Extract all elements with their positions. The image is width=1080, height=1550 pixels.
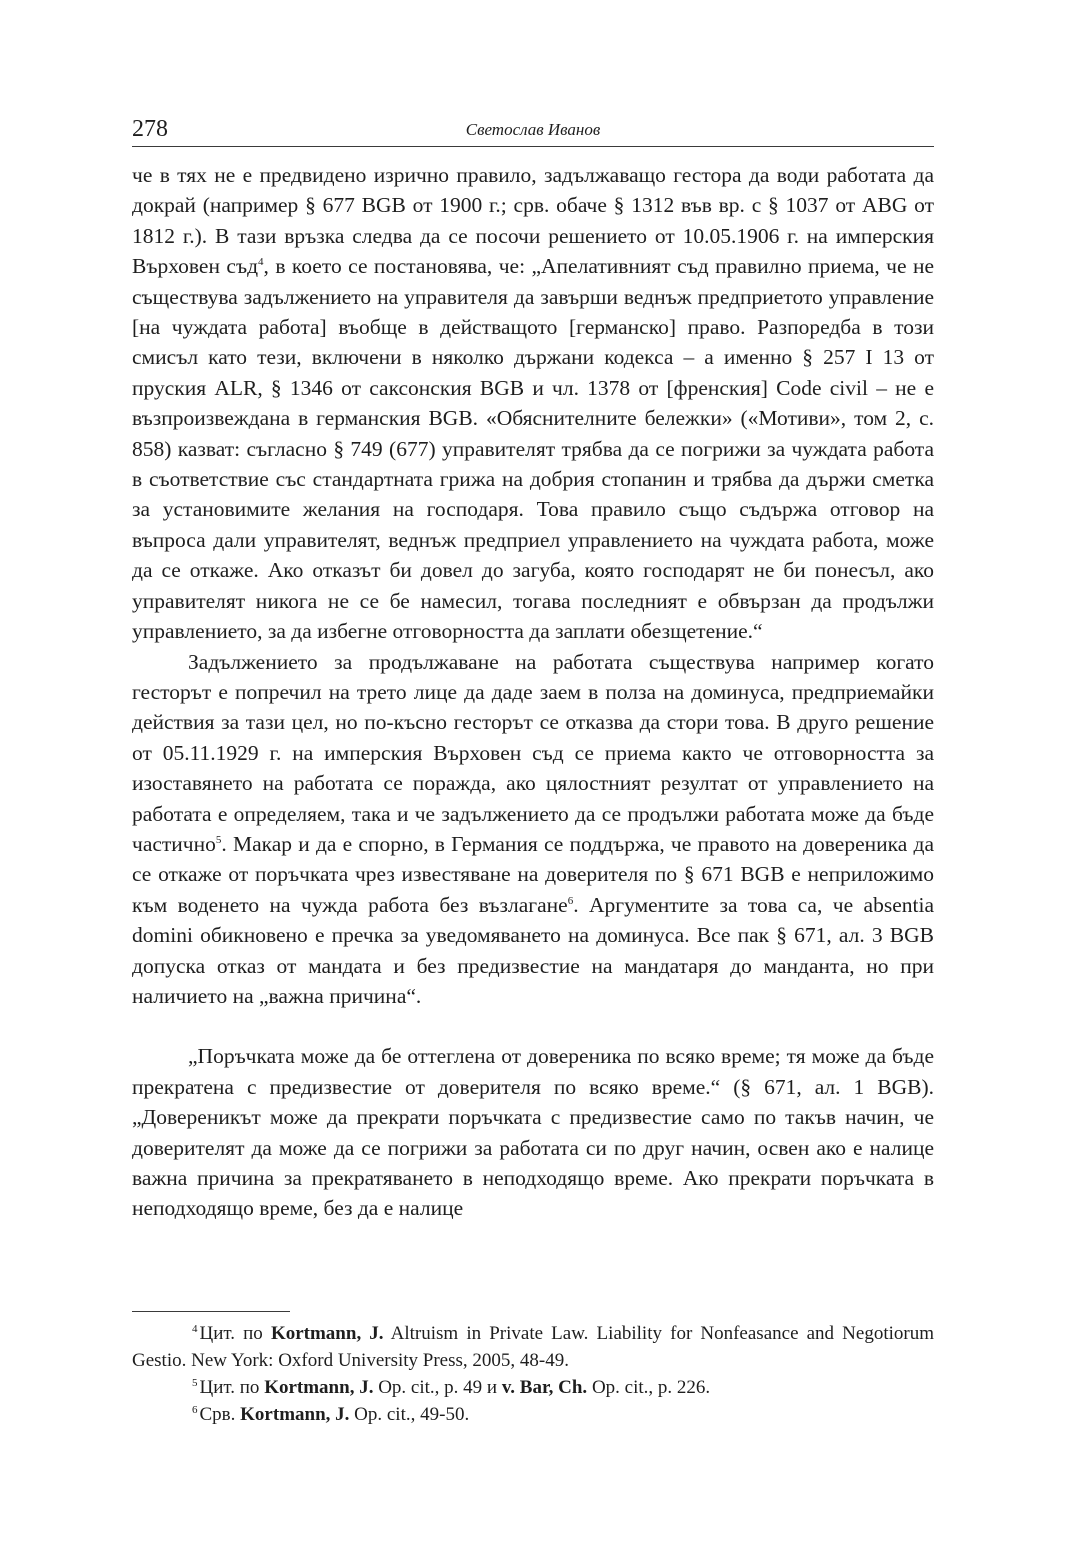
running-head-author: Светослав Иванов xyxy=(465,120,601,139)
footnote-4-lead: Цит. по xyxy=(199,1323,271,1344)
footnote-5-number: 5 xyxy=(192,1376,198,1389)
footnotes xyxy=(132,1320,934,1428)
footnote-ref-6[interactable]: 6 xyxy=(567,894,574,907)
footnote-5-author-2: v. Bar, Ch. xyxy=(501,1377,588,1398)
footnote-4-author: Kortmann, J. xyxy=(270,1323,384,1344)
paragraph-3-quote: „Поръчката може да бе оттеглена от довереника по всяко време; тя може да бъде прекратена с предизвестие от доверителя по всяко време.“ (§ 671, ал. 1 BGB). „Довереникът може да прекрати поръчката с предизвестие само по такъв начин, че доверителят да може да се погрижи за работата си по друг начин, освен ако е налице важна причина за прекратяването в неподходящо време. Ако прекрати поръчката в неподходящо време, без да е налице xyxy=(132,1044,934,1221)
footnote-5-mid: Op. cit., p. 49 и xyxy=(373,1377,502,1398)
footnote-ref-4[interactable]: 4 xyxy=(258,256,264,269)
paragraph-2 xyxy=(132,647,934,1012)
main-text xyxy=(132,160,934,1224)
footnote-6-number: 6 xyxy=(192,1403,198,1416)
footnote-5-citation: Op. cit., p. 226. xyxy=(587,1377,711,1398)
footnote-5-lead: Цит. по xyxy=(199,1377,265,1398)
footnote-5 xyxy=(132,1374,934,1401)
footnote-5-author: Kortmann, J. xyxy=(264,1377,374,1398)
page-header xyxy=(132,114,934,147)
footnote-6-citation: Op. cit., 49-50. xyxy=(349,1404,470,1425)
footnote-6-lead: Срв. xyxy=(199,1404,241,1425)
paragraph-1-text-a: че в тях не е предвидено изрично правило, задължаващо гестора да води работата да докрай (например § 677 BGB от 1900 г.; срв. обаче § 1312 във вр. с § 1037 от ABG от 1812 г.). В тази връзка следва да се посочи решението от 10.05.1906 г. на имперския Върховен съд xyxy=(132,163,934,279)
footnote-separator xyxy=(132,1311,290,1312)
footnote-6 xyxy=(132,1401,934,1428)
footnote-6-author: Kortmann, J. xyxy=(240,1404,350,1425)
footnote-4-citation: Altruism in Private Law. Liability for Nonfeasance and Negotiorum Gestio. New York: Oxford University Press, 2005, 48-49. xyxy=(132,1323,934,1371)
footnote-4 xyxy=(132,1320,934,1374)
footnote-ref-5[interactable]: 5 xyxy=(215,833,222,846)
paragraph-2-text-a: Задължението за продължаване на работата съществува например когато гесторът е попречил на трето лице да даде заем в полза на доминуса, предприемайки действия за тази цел, но по-късно гесторът се отказва да стори това. В друго решение от 05.11.1929 г. на имперския Върховен съд се приема както че отговорността за изоставянето на работата се поражда, ако цялостният резултат от управлението на работата е определяем, така и че задължението да се продължи работата може да бъде частично xyxy=(132,649,934,856)
paragraph-2-text-c: . Аргументите за това са, че absentia domini обикновено е пречка за уведомяването на доминуса. Все пак § 671, ал. 3 BGB допуска отказ от мандата и без предизвестие на мандатаря до манданта, но при наличието на „важна причина“. xyxy=(132,892,935,1008)
paragraph-1-text-b: , в което се постановява, че: „Апелативният съд правилно приема, че не съществува задължението на управителя да завърши веднъж предприетото управление [на чуждата работа] въобще в действащото [германско] право. Разпоредба в този смисъл като тези, включени в няколко държани кодекса – а именно § 257 I 13 от пруския ALR, § 1346 от саксонския BGB и чл. 1378 от [френския] Code civil – не е възпроизвеждана в германския BGB. «Обяснителните бележки» («Мотиви», том 2, с. 858) казват: съгласно § 749 (677) управителят трябва да се погрижи за чуждата работа в съответствие със стандартната грижа на добрия стопанин и трябва да държи сметка за установимите желания на господаря. Това правило също съдържа отговор на въпроса дали управителят, веднъж предприел управлението на чуждата работа, може да се откаже. Ако отказът би довел до загуба, която господарят не би понесъл, ако управителят никога не се бе намесил, тогава последният е обвързан да продължи управлението, за да избегне отговорността да заплати обезщетение.“ xyxy=(132,254,935,644)
paragraph-2-text-b: . Макар и да е спорно, в Германия се поддържа, че правото на довереника да се откаже от поръчката чрез известяване на доверителя по § 671 BGB е неприложимо към воденето на чужда работа без възлагане xyxy=(132,831,934,917)
paragraph-1 xyxy=(132,160,934,647)
footnote-4-number: 4 xyxy=(192,1322,198,1335)
page-number: 278 xyxy=(132,116,168,142)
